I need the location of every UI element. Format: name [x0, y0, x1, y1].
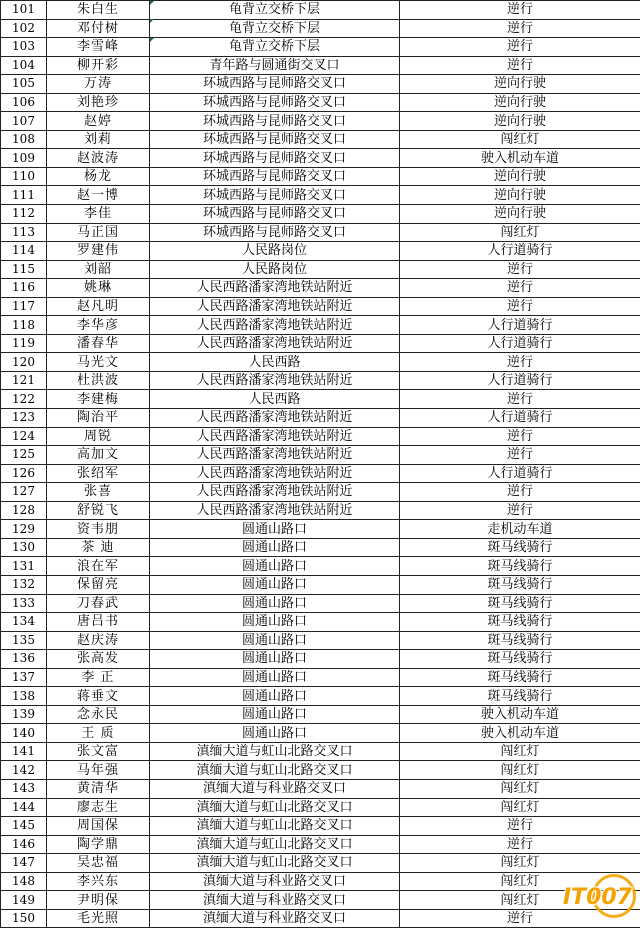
- location-cell: 龟背立交桥下层: [150, 38, 400, 57]
- table-row: [1, 854, 640, 873]
- location-cell: 人民西路潘家湾地铁站附近: [150, 334, 400, 353]
- row-number-cell: 114: [1, 242, 47, 261]
- violation-cell: 闯红灯: [400, 891, 640, 910]
- violation-cell: 逆向行驶: [400, 167, 640, 186]
- violation-cell: 闯红灯: [400, 779, 640, 798]
- location-cell: 圆通山路口: [150, 631, 400, 650]
- violation-cell: 逆向行驶: [400, 93, 640, 112]
- table-row: [1, 409, 640, 428]
- name-cell: 陶治平: [47, 409, 150, 428]
- violation-cell: 闯红灯: [400, 223, 640, 242]
- row-number-cell: 105: [1, 75, 47, 94]
- table-row: [1, 260, 640, 279]
- name-cell: 马光文: [47, 353, 150, 372]
- table-row: [1, 668, 640, 687]
- row-number-cell: 150: [1, 909, 47, 928]
- name-cell: 张高发: [47, 650, 150, 669]
- location-cell: 圆通山路口: [150, 613, 400, 632]
- row-number-cell: 146: [1, 835, 47, 854]
- location-cell: 青年路与圆通街交叉口: [150, 56, 400, 75]
- violation-cell: 人行道骑行: [400, 242, 640, 261]
- location-cell: 人民西路潘家湾地铁站附近: [150, 316, 400, 335]
- name-cell: 高加文: [47, 446, 150, 465]
- name-cell: 赵庆涛: [47, 631, 150, 650]
- location-cell: 人民西路潘家湾地铁站附近: [150, 371, 400, 390]
- row-number-cell: 121: [1, 371, 47, 390]
- location-cell: 人民路岗位: [150, 260, 400, 279]
- row-number-cell: 137: [1, 668, 47, 687]
- row-number-cell: 122: [1, 390, 47, 409]
- violation-cell: 斑马线骑行: [400, 668, 640, 687]
- name-cell: 李兴东: [47, 872, 150, 891]
- location-cell: 滇缅大道与科业路交叉口: [150, 891, 400, 910]
- location-cell: 人民西路: [150, 353, 400, 372]
- location-cell: 人民西路潘家湾地铁站附近: [150, 409, 400, 428]
- table-row: [1, 334, 640, 353]
- location-cell: 人民西路潘家湾地铁站附近: [150, 501, 400, 520]
- table-row: [1, 538, 640, 557]
- name-cell: 李雪峰: [47, 38, 150, 57]
- violation-cell: 逆行: [400, 817, 640, 836]
- cell-marker-icon: [150, 19, 154, 23]
- table-row: [1, 501, 640, 520]
- row-number-cell: 149: [1, 891, 47, 910]
- table-body: [1, 1, 640, 928]
- table-row: [1, 186, 640, 205]
- table-row: [1, 112, 640, 131]
- location-cell: 环城西路与昆师路交叉口: [150, 186, 400, 205]
- table-row: [1, 761, 640, 780]
- violation-cell: 逆行: [400, 56, 640, 75]
- name-cell: 邓付树: [47, 19, 150, 38]
- location-cell: 滇缅大道与虹山北路交叉口: [150, 761, 400, 780]
- row-number-cell: 131: [1, 557, 47, 576]
- logo-text: IT007: [563, 885, 632, 910]
- name-cell: 周国保: [47, 817, 150, 836]
- row-number-cell: 135: [1, 631, 47, 650]
- violation-cell: 逆行: [400, 835, 640, 854]
- location-cell: 滇缅大道与虹山北路交叉口: [150, 742, 400, 761]
- table-row: [1, 464, 640, 483]
- location-cell: 环城西路与昆师路交叉口: [150, 93, 400, 112]
- row-number-cell: 109: [1, 149, 47, 168]
- table-row: [1, 371, 640, 390]
- violation-cell: 闯红灯: [400, 761, 640, 780]
- violation-cell: 人行道骑行: [400, 409, 640, 428]
- location-cell: 圆通山路口: [150, 724, 400, 743]
- name-cell: 李华彦: [47, 316, 150, 335]
- table-row: [1, 427, 640, 446]
- location-cell: 滇缅大道与科业路交叉口: [150, 909, 400, 928]
- table-row: [1, 687, 640, 706]
- row-number-cell: 133: [1, 594, 47, 613]
- name-cell: 马正国: [47, 223, 150, 242]
- table-row: [1, 446, 640, 465]
- name-cell: 念永民: [47, 705, 150, 724]
- row-number-cell: 119: [1, 334, 47, 353]
- row-number-cell: 138: [1, 687, 47, 706]
- name-cell: 柳开彩: [47, 56, 150, 75]
- row-number-cell: 136: [1, 650, 47, 669]
- name-cell: 万涛: [47, 75, 150, 94]
- name-cell: 杨龙: [47, 167, 150, 186]
- row-number-cell: 112: [1, 205, 47, 224]
- table-row: [1, 557, 640, 576]
- table-row: [1, 390, 640, 409]
- violation-cell: 逆向行驶: [400, 205, 640, 224]
- table-row: [1, 242, 640, 261]
- violation-cell: 斑马线骑行: [400, 631, 640, 650]
- violation-cell: 人行道骑行: [400, 316, 640, 335]
- name-cell: 吴忠福: [47, 854, 150, 873]
- row-number-cell: 115: [1, 260, 47, 279]
- name-cell: 刘莉: [47, 130, 150, 149]
- violation-cell: 逆行: [400, 19, 640, 38]
- location-cell: 滇缅大道与科业路交叉口: [150, 779, 400, 798]
- violation-cell: 人行道骑行: [400, 464, 640, 483]
- location-cell: 环城西路与昆师路交叉口: [150, 75, 400, 94]
- name-cell: 马年强: [47, 761, 150, 780]
- table-row: [1, 223, 640, 242]
- location-cell: 人民西路潘家湾地铁站附近: [150, 297, 400, 316]
- table-row: [1, 93, 640, 112]
- violation-cell: 走机动车道: [400, 520, 640, 539]
- table-row: [1, 575, 640, 594]
- name-cell: 保留亮: [47, 575, 150, 594]
- row-number-cell: 111: [1, 186, 47, 205]
- row-number-cell: 107: [1, 112, 47, 131]
- location-cell: 圆通山路口: [150, 538, 400, 557]
- location-cell: 人民西路潘家湾地铁站附近: [150, 279, 400, 298]
- row-number-cell: 139: [1, 705, 47, 724]
- violation-cell: 逆向行驶: [400, 112, 640, 131]
- name-cell: 张文富: [47, 742, 150, 761]
- cell-marker-icon: [150, 1, 154, 5]
- location-cell: 圆通山路口: [150, 705, 400, 724]
- violation-cell: 逆行: [400, 446, 640, 465]
- violation-cell: 逆行: [400, 297, 640, 316]
- table-row: [1, 130, 640, 149]
- location-cell: 圆通山路口: [150, 520, 400, 539]
- table-row: [1, 167, 640, 186]
- location-cell: 滇缅大道与虹山北路交叉口: [150, 817, 400, 836]
- table-row: [1, 835, 640, 854]
- name-cell: 廖志生: [47, 798, 150, 817]
- table-row: [1, 297, 640, 316]
- table-row: [1, 650, 640, 669]
- row-number-cell: 128: [1, 501, 47, 520]
- row-number-cell: 110: [1, 167, 47, 186]
- table-row: [1, 483, 640, 502]
- row-number-cell: 127: [1, 483, 47, 502]
- watermark-logo: [560, 874, 636, 918]
- location-cell: 滇缅大道与科业路交叉口: [150, 872, 400, 891]
- row-number-cell: 104: [1, 56, 47, 75]
- violation-cell: 闯红灯: [400, 854, 640, 873]
- name-cell: 尹明保: [47, 891, 150, 910]
- table-row: [1, 891, 640, 910]
- violation-cell: 斑马线骑行: [400, 650, 640, 669]
- violation-cell: 逆行: [400, 38, 640, 57]
- violation-cell: 斑马线骑行: [400, 575, 640, 594]
- name-cell: 张绍军: [47, 464, 150, 483]
- violation-cell: 逆行: [400, 279, 640, 298]
- row-number-cell: 101: [1, 1, 47, 20]
- location-cell: 人民西路潘家湾地铁站附近: [150, 464, 400, 483]
- location-cell: 人民路岗位: [150, 242, 400, 261]
- location-cell: 圆通山路口: [150, 650, 400, 669]
- name-cell: 朱白生: [47, 1, 150, 20]
- location-cell: 人民西路潘家湾地铁站附近: [150, 427, 400, 446]
- name-cell: 陶学鼎: [47, 835, 150, 854]
- location-cell: 圆通山路口: [150, 594, 400, 613]
- violation-cell: 逆行: [400, 501, 640, 520]
- location-cell: 圆通山路口: [150, 668, 400, 687]
- violation-cell: 斑马线骑行: [400, 613, 640, 632]
- table-row: [1, 631, 640, 650]
- violation-cell: 逆向行驶: [400, 186, 640, 205]
- table-row: [1, 75, 640, 94]
- row-number-cell: 132: [1, 575, 47, 594]
- table-row: [1, 279, 640, 298]
- violation-cell: 斑马线骑行: [400, 594, 640, 613]
- name-cell: 赵婷: [47, 112, 150, 131]
- name-cell: 赵凡明: [47, 297, 150, 316]
- row-number-cell: 144: [1, 798, 47, 817]
- violation-cell: 逆行: [400, 353, 640, 372]
- row-number-cell: 124: [1, 427, 47, 446]
- name-cell: 刘艳珍: [47, 93, 150, 112]
- row-number-cell: 106: [1, 93, 47, 112]
- row-number-cell: 102: [1, 19, 47, 38]
- violation-cell: 人行道骑行: [400, 371, 640, 390]
- violation-cell: 逆行: [400, 483, 640, 502]
- table-row: [1, 316, 640, 335]
- table-row: [1, 56, 640, 75]
- violation-cell: 斑马线骑行: [400, 687, 640, 706]
- table-row: [1, 724, 640, 743]
- table-row: [1, 817, 640, 836]
- location-cell: 龟背立交桥下层: [150, 19, 400, 38]
- violation-cell: 逆向行驶: [400, 75, 640, 94]
- name-cell: 张喜: [47, 483, 150, 502]
- violation-cell: 斑马线骑行: [400, 538, 640, 557]
- location-cell: 环城西路与昆师路交叉口: [150, 167, 400, 186]
- row-number-cell: 125: [1, 446, 47, 465]
- violation-cell: 闯红灯: [400, 798, 640, 817]
- location-cell: 环城西路与昆师路交叉口: [150, 112, 400, 131]
- location-cell: 圆通山路口: [150, 557, 400, 576]
- cell-marker-icon: [150, 38, 154, 42]
- table-row: [1, 798, 640, 817]
- violation-cell: 逆行: [400, 390, 640, 409]
- violation-cell: 闯红灯: [400, 872, 640, 891]
- table-row: [1, 872, 640, 891]
- location-cell: 滇缅大道与虹山北路交叉口: [150, 798, 400, 817]
- table-row: [1, 205, 640, 224]
- violation-cell: 逆行: [400, 909, 640, 928]
- violation-cell: 逆行: [400, 1, 640, 20]
- name-cell: 李 正: [47, 668, 150, 687]
- row-number-cell: 141: [1, 742, 47, 761]
- row-number-cell: 113: [1, 223, 47, 242]
- violation-cell: 驶入机动车道: [400, 149, 640, 168]
- violation-cell: 闯红灯: [400, 742, 640, 761]
- location-cell: 圆通山路口: [150, 575, 400, 594]
- table-row: [1, 38, 640, 57]
- table-row: [1, 520, 640, 539]
- name-cell: 潘春华: [47, 334, 150, 353]
- row-number-cell: 148: [1, 872, 47, 891]
- name-cell: 周锐: [47, 427, 150, 446]
- row-number-cell: 134: [1, 613, 47, 632]
- location-cell: 滇缅大道与虹山北路交叉口: [150, 854, 400, 873]
- name-cell: 黄清华: [47, 779, 150, 798]
- row-number-cell: 130: [1, 538, 47, 557]
- violation-cell: 闯红灯: [400, 130, 640, 149]
- location-cell: 滇缅大道与虹山北路交叉口: [150, 835, 400, 854]
- name-cell: 资韦朋: [47, 520, 150, 539]
- table-row: [1, 1, 640, 20]
- row-number-cell: 108: [1, 130, 47, 149]
- violation-cell: 驶入机动车道: [400, 724, 640, 743]
- name-cell: 王 质: [47, 724, 150, 743]
- table-row: [1, 19, 640, 38]
- name-cell: 舒锐飞: [47, 501, 150, 520]
- row-number-cell: 143: [1, 779, 47, 798]
- row-number-cell: 120: [1, 353, 47, 372]
- table-row: [1, 353, 640, 372]
- location-cell: 环城西路与昆师路交叉口: [150, 130, 400, 149]
- location-cell: 人民西路潘家湾地铁站附近: [150, 483, 400, 502]
- name-cell: 唐吕书: [47, 613, 150, 632]
- location-cell: 圆通山路口: [150, 687, 400, 706]
- table-row: [1, 779, 640, 798]
- table-row: [1, 742, 640, 761]
- name-cell: 浪在军: [47, 557, 150, 576]
- violation-cell: 斑马线骑行: [400, 557, 640, 576]
- location-cell: 人民西路: [150, 390, 400, 409]
- table-row: [1, 149, 640, 168]
- row-number-cell: 103: [1, 38, 47, 57]
- name-cell: 蒋垂文: [47, 687, 150, 706]
- name-cell: 茶 迪: [47, 538, 150, 557]
- table-row: [1, 705, 640, 724]
- name-cell: 刀春武: [47, 594, 150, 613]
- table-row: [1, 909, 640, 928]
- row-number-cell: 129: [1, 520, 47, 539]
- location-cell: 人民西路潘家湾地铁站附近: [150, 446, 400, 465]
- name-cell: 罗建伟: [47, 242, 150, 261]
- row-number-cell: 123: [1, 409, 47, 428]
- name-cell: 毛光照: [47, 909, 150, 928]
- table-row: [1, 613, 640, 632]
- name-cell: 赵一博: [47, 186, 150, 205]
- name-cell: 李建梅: [47, 390, 150, 409]
- name-cell: 赵波涛: [47, 149, 150, 168]
- row-number-cell: 126: [1, 464, 47, 483]
- row-number-cell: 142: [1, 761, 47, 780]
- violation-cell: 逆行: [400, 427, 640, 446]
- name-cell: 姚琳: [47, 279, 150, 298]
- location-cell: 环城西路与昆师路交叉口: [150, 149, 400, 168]
- location-cell: 环城西路与昆师路交叉口: [150, 223, 400, 242]
- row-number-cell: 145: [1, 817, 47, 836]
- location-cell: 环城西路与昆师路交叉口: [150, 205, 400, 224]
- violation-cell: 驶入机动车道: [400, 705, 640, 724]
- name-cell: 杜洪波: [47, 371, 150, 390]
- row-number-cell: 140: [1, 724, 47, 743]
- row-number-cell: 147: [1, 854, 47, 873]
- row-number-cell: 118: [1, 316, 47, 335]
- row-number-cell: 117: [1, 297, 47, 316]
- name-cell: 李佳: [47, 205, 150, 224]
- violation-cell: 人行道骑行: [400, 334, 640, 353]
- name-cell: 刘韶: [47, 260, 150, 279]
- location-cell: 龟背立交桥下层: [150, 1, 400, 20]
- table-row: [1, 594, 640, 613]
- violation-cell: 逆行: [400, 260, 640, 279]
- row-number-cell: 116: [1, 279, 47, 298]
